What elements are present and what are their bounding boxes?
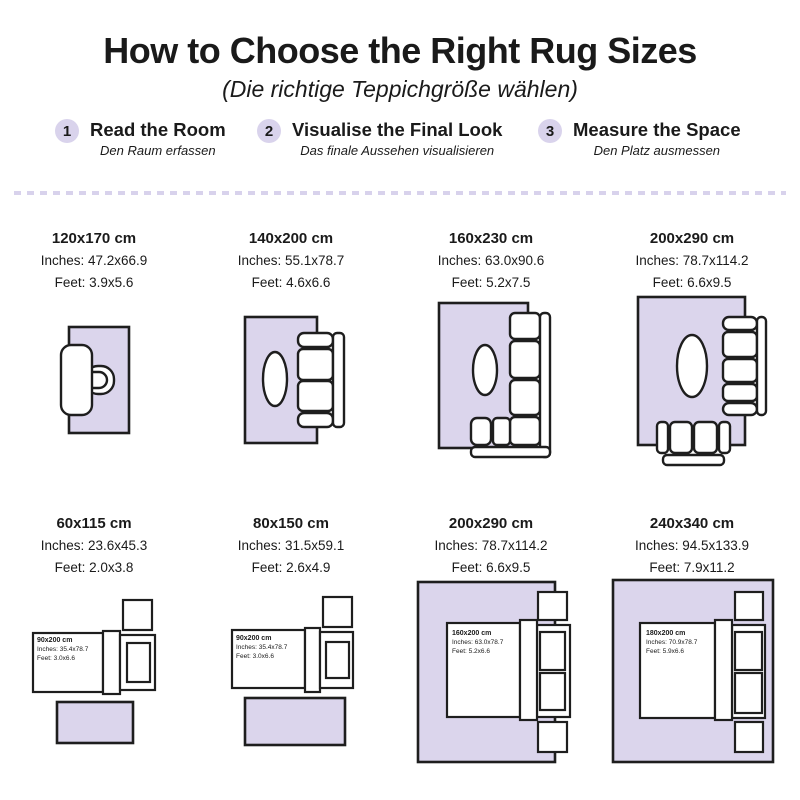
step-label: Visualise the Final Look — [292, 119, 503, 140]
room-diagram — [396, 288, 586, 488]
rug-size-header — [597, 228, 787, 294]
rug-size-header — [196, 228, 386, 294]
headboard-icon — [715, 620, 732, 720]
headboard-icon — [103, 631, 120, 694]
step-label: Measure the Space — [573, 119, 741, 140]
rug-size-feet: Feet: 2.6x4.9 — [251, 560, 331, 575]
rug-card-140x200 — [196, 228, 386, 490]
rug-size-cm: 160x230 cm — [448, 230, 534, 247]
pillow-icon — [735, 632, 762, 670]
rug-shape — [57, 702, 133, 743]
sofa-icon — [298, 333, 344, 427]
step-sublabel: Den Platz ausmessen — [593, 143, 721, 158]
step-visualise-final-look — [257, 117, 502, 158]
rug-size-header — [396, 228, 586, 294]
step-sublabel: Den Raum erfassen — [100, 143, 216, 158]
bed-size-inches: Inches: 35.4x78.7 — [236, 644, 288, 651]
page-subtitle: (Die richtige Teppichgröße wählen) — [222, 76, 578, 102]
rug-size-cm: 200x290 cm — [649, 230, 735, 247]
bed-size-inches: Inches: 35.4x78.7 — [37, 646, 89, 653]
room-diagram — [196, 288, 386, 488]
pillow-icon — [127, 643, 150, 682]
rug-card-240x340 — [597, 513, 787, 775]
rug-size-feet: Feet: 6.6x9.5 — [451, 560, 531, 575]
rug-size-header — [0, 513, 189, 579]
bed-size-label — [37, 636, 88, 663]
side-table-icon — [263, 352, 287, 406]
bedroom-diagram — [0, 575, 189, 775]
step-number-badge: 2 — [257, 119, 281, 143]
rug-card-80x150 — [196, 513, 386, 775]
bed-size-label — [646, 629, 697, 656]
rug-size-feet: Feet: 5.2x7.5 — [451, 275, 531, 290]
headboard-icon — [305, 628, 320, 692]
bedroom-diagram — [196, 575, 386, 775]
room-diagram — [597, 288, 787, 488]
dashed-divider — [14, 191, 786, 195]
step-measure-the-space — [538, 117, 741, 158]
bed-size-cm: 180x200 cm — [646, 630, 686, 637]
step-number-badge: 3 — [538, 119, 562, 143]
pillow-icon — [540, 632, 565, 670]
step-read-the-room — [55, 117, 226, 158]
armchair-icon — [61, 345, 92, 415]
bed-size-label — [236, 634, 287, 661]
step-sublabel: Das finale Aussehen visualisieren — [300, 143, 495, 158]
nightstand-icon — [123, 600, 152, 630]
rug-size-inches: Inches: 94.5x133.9 — [634, 538, 750, 553]
rug-card-200x290-living — [597, 228, 787, 490]
rug-shape — [245, 698, 345, 745]
rug-size-inches: Inches: 47.2x66.9 — [40, 253, 148, 268]
rug-size-feet: Feet: 6.6x9.5 — [652, 275, 732, 290]
rug-size-inches: Inches: 23.6x45.3 — [40, 538, 148, 553]
rug-size-feet: Feet: 2.0x3.8 — [54, 560, 134, 575]
pillow-icon — [540, 673, 565, 710]
bed-size-inches: Inches: 63.0x78.7 — [452, 639, 504, 646]
bed-size-cm: 90x200 cm — [37, 637, 73, 644]
rug-size-inches: Inches: 63.0x90.6 — [437, 253, 545, 268]
bed-size-feet: Feet: 3.0x6.6 — [37, 655, 75, 662]
nightstand-icon — [538, 722, 567, 752]
rug-card-160x230 — [396, 228, 586, 490]
headboard-icon — [520, 620, 537, 720]
rug-size-header — [396, 513, 586, 579]
pillow-icon — [326, 642, 349, 678]
bed-size-label — [452, 629, 503, 656]
rug-card-200x290-bedroom — [396, 513, 586, 775]
rug-size-cm: 80x150 cm — [253, 515, 329, 532]
bed-size-feet: Feet: 3.0x6.6 — [236, 653, 274, 660]
rug-size-inches: Inches: 78.7x114.2 — [635, 253, 749, 268]
rug-size-feet: Feet: 3.9x5.6 — [54, 275, 134, 290]
rug-size-inches: Inches: 55.1x78.7 — [237, 253, 345, 268]
rug-size-header — [597, 513, 787, 579]
rug-size-cm: 200x290 cm — [448, 515, 534, 532]
room-diagram — [0, 288, 189, 488]
page-title: How to Choose the Right Rug Sizes — [103, 30, 697, 71]
step-number-badge: 1 — [55, 119, 79, 143]
nightstand-icon — [735, 592, 763, 620]
rug-size-header — [0, 228, 189, 294]
rug-size-feet: Feet: 4.6x6.6 — [251, 275, 331, 290]
bed-size-feet: Feet: 5.2x6.6 — [452, 648, 490, 655]
step-label: Read the Room — [90, 119, 226, 140]
rug-size-inches: Inches: 78.7x114.2 — [434, 538, 548, 553]
rug-size-header — [196, 513, 386, 579]
rug-size-feet: Feet: 7.9x11.2 — [649, 560, 735, 575]
pillow-icon — [735, 673, 762, 713]
rug-size-cm: 60x115 cm — [56, 515, 132, 532]
rug-size-cm: 120x170 cm — [51, 230, 137, 247]
loveseat-icon — [657, 422, 730, 465]
rug-card-120x170 — [0, 228, 189, 490]
coffee-table-icon — [677, 335, 707, 397]
bed-size-cm: 160x200 cm — [452, 630, 492, 637]
side-table-icon — [473, 345, 497, 395]
nightstand-icon — [735, 722, 763, 752]
bedroom-diagram — [396, 575, 586, 775]
bedroom-diagram — [597, 575, 787, 775]
bed-size-cm: 90x200 cm — [236, 635, 272, 642]
sofa-icon — [723, 317, 766, 415]
rug-card-60x115 — [0, 513, 189, 775]
nightstand-icon — [538, 592, 567, 620]
rug-size-inches: Inches: 31.5x59.1 — [237, 538, 345, 553]
bed-size-feet: Feet: 5.9x6.6 — [646, 648, 684, 655]
bed-size-inches: Inches: 70.9x78.7 — [646, 639, 698, 646]
rug-size-cm: 240x340 cm — [649, 515, 735, 532]
nightstand-icon — [323, 597, 352, 627]
rug-size-cm: 140x200 cm — [248, 230, 334, 247]
